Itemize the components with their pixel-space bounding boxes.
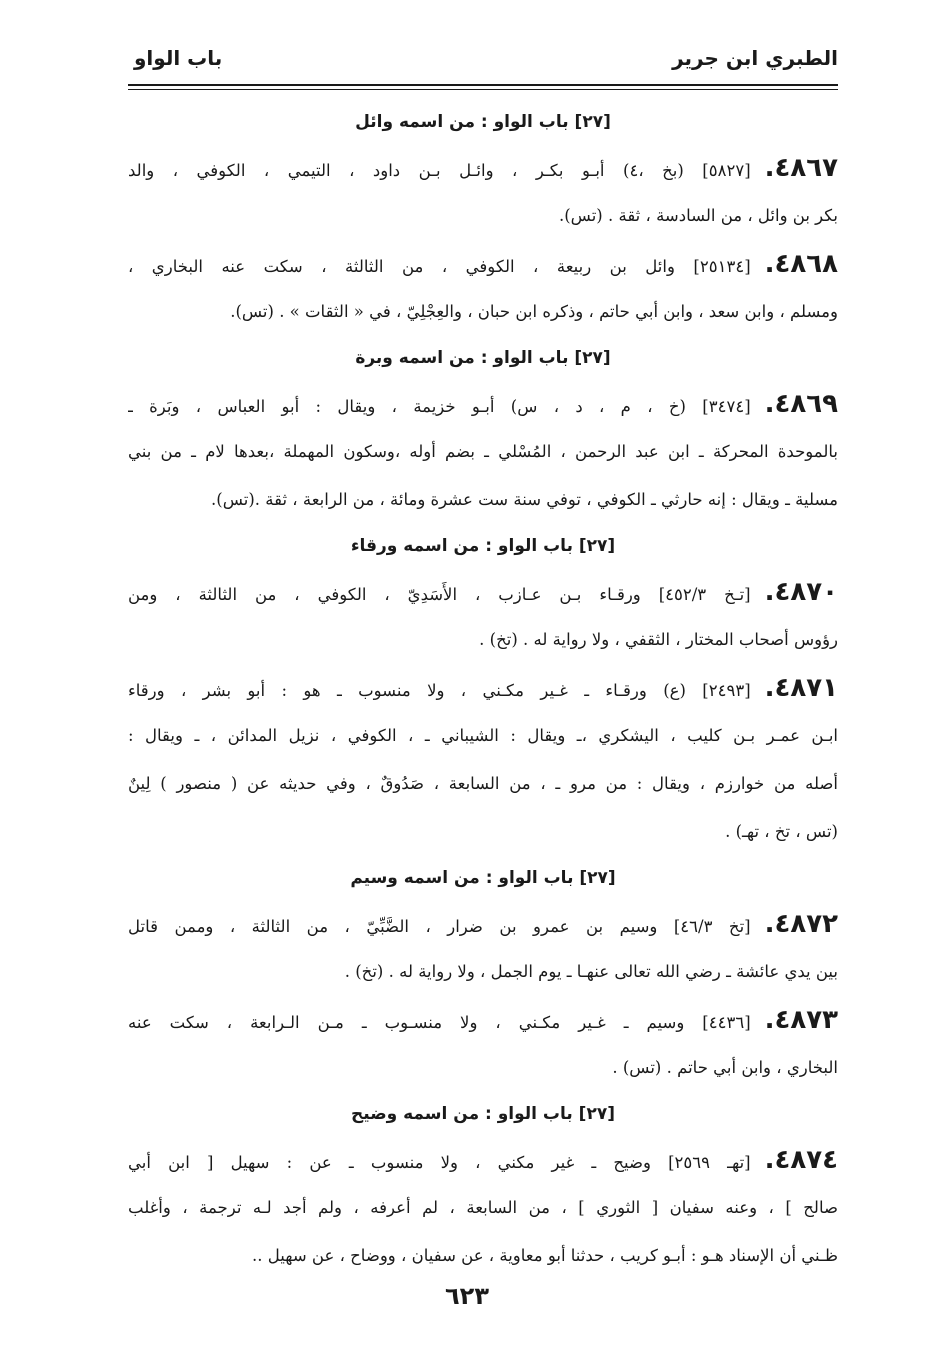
entry-number: ٤٨٧٠. <box>764 577 838 607</box>
entry-text: [تخ ٤٦/٣] وسيم بن عمرو بن ضرار ، الضَّبِّيّ ، من الثالثة ، وممن قاتل <box>128 917 751 936</box>
entry-4867 <box>128 144 838 240</box>
entry-text: [٣٤٧٤] (خ ، م ، د ، س) أبـو خزيمة ، ويقال : أبو العباس ، وبَرة ـ <box>128 397 751 416</box>
entry-line: رؤوس أصحاب المختار ، الثقفي ، ولا رواية له . (تخ) . <box>479 630 838 649</box>
entry-4870 <box>128 568 838 664</box>
entry-4868 <box>128 240 838 336</box>
entry-number: ٤٨٧٢. <box>764 909 838 939</box>
entry-4872 <box>128 900 838 996</box>
entry-text: [٢٤٩٣] (ع) ورقـاء ـ غـير مكـني ، ولا منسوب ـ هو : أبو بشر ، ورقاء <box>128 681 751 700</box>
entry-line <box>128 1136 838 1184</box>
entry-text: [٥٨٢٧] (بخ ،٤) أبـو بكـر ، وائـل بـن داود ، التيمي ، الكوفي ، والد <box>128 161 751 180</box>
entry-line: (تس ، تخ ، تهـ) . <box>725 822 838 841</box>
section-heading: [٢٧] باب الواو : من اسمه وضيح <box>351 1104 615 1124</box>
page-number: ٦٢٣ <box>445 1282 489 1310</box>
entry-4871 <box>128 664 838 856</box>
entry-line <box>128 568 838 616</box>
entry-line: ومسلم ، وابن سعد ، وابن أبي حاتم ، وذكره ابن حبان ، والعِجْلِيّ ، في « الثقات » . (تس). <box>230 302 838 321</box>
entry-line: بين يدي عائشة ـ رضي الله تعالى عنهـا ـ يوم الجمل ، ولا رواية له . (تخ) . <box>344 962 838 981</box>
entry-line: أصله من خوارزم ، ويقال : من مرو ـ ، من السابعة ، صَدُوقٌ ، وفي حديثه عن ( منصور ) لِينٌ <box>128 774 838 793</box>
entry-line: صالح ] ، وعنه سفيان [ الثوري ] ، من السابعة ، لم أعرفه ، ولم أجد لـه ترجمة ، وأغلب <box>128 1198 838 1217</box>
entry-line <box>128 380 838 428</box>
entry-line: بالموحدة المحركة ـ ابن عبد الرحمن ، المُسْلي ـ بضم أوله ،وسكون المهملة ،بعدها لام ـ من بني <box>128 442 838 461</box>
entry-line: البخاري ، وابن أبي حاتم . (تس) . <box>612 1058 838 1077</box>
entry-line <box>128 664 838 712</box>
section-heading: [٢٧] باب الواو : من اسمه وائل <box>355 112 611 132</box>
entry-number: ٤٨٧٣. <box>764 1005 838 1035</box>
entry-text: [٤٤٣٦] وسيم ـ غـير مكـني ، ولا منسـوب ـ مـن الـرابعة ، سكت عنه <box>128 1013 751 1032</box>
entry-4873 <box>128 996 838 1092</box>
entry-text: [٢٥١٣٤] وائل بن ربيعة ، الكوفي ، من الثالثة ، سكت عنه البخاري ، <box>128 257 751 276</box>
page-header <box>128 40 838 80</box>
chapter-title: باب الواو <box>134 46 223 70</box>
section-heading: [٢٧] باب الواو : من اسمه ورقاء <box>350 536 616 556</box>
entry-number: ٤٨٦٧. <box>764 153 838 183</box>
page-content <box>128 100 838 1280</box>
entry-line <box>128 900 838 948</box>
book-title: الطبري ابن جرير <box>672 46 838 70</box>
section-heading: [٢٧] باب الواو : من اسمه وسيم <box>350 868 616 888</box>
entry-number: ٤٨٧٤. <box>764 1145 838 1175</box>
entry-4869 <box>128 380 838 524</box>
entry-line <box>128 240 838 288</box>
entry-text: [تهـ ٢٥٦٩] وضيح ـ غير مكني ، ولا منسوب ـ عن : سهيل [ ابن أبي <box>128 1153 751 1172</box>
section-heading: [٢٧] باب الواو : من اسمه وبرة <box>355 348 611 368</box>
entry-number: ٤٨٧١. <box>764 673 838 703</box>
header-rule-thick <box>128 84 838 86</box>
entry-line: مسلية ـ ويقال : إنه حارثي ـ الكوفي ، توفي سنة ست عشرة ومائة ، من الرابعة ، ثقة .(تس). <box>211 490 838 509</box>
entry-line <box>128 996 838 1044</box>
header-rule-thin <box>128 89 838 90</box>
entry-text: [تـخ ٤٥٢/٣] ورقـاء بـن عـازب ، الأَسَدِيّ ، الكوفي ، من الثالثة ، ومن <box>128 585 751 604</box>
entry-line: بكر بن وائل ، من السادسة ، ثقة . (تس). <box>558 206 838 225</box>
entry-line: ابـن عمـر بـن كليب ، اليشكري ،ـ ويقال : الشيباني ـ ، الكوفي ، نزيل المدائن ، ـ ويقال : <box>128 726 838 745</box>
entry-number: ٤٨٦٨. <box>764 249 838 279</box>
entry-line: ظـني أن الإسناد هـو : أبـو كريب ، حدثنا أبو معاوية ، عن سفيان ، ووضاح ، عن سهيل .. <box>252 1246 838 1265</box>
entry-line <box>128 144 838 192</box>
entry-4874 <box>128 1136 838 1280</box>
entry-number: ٤٨٦٩. <box>764 389 838 419</box>
